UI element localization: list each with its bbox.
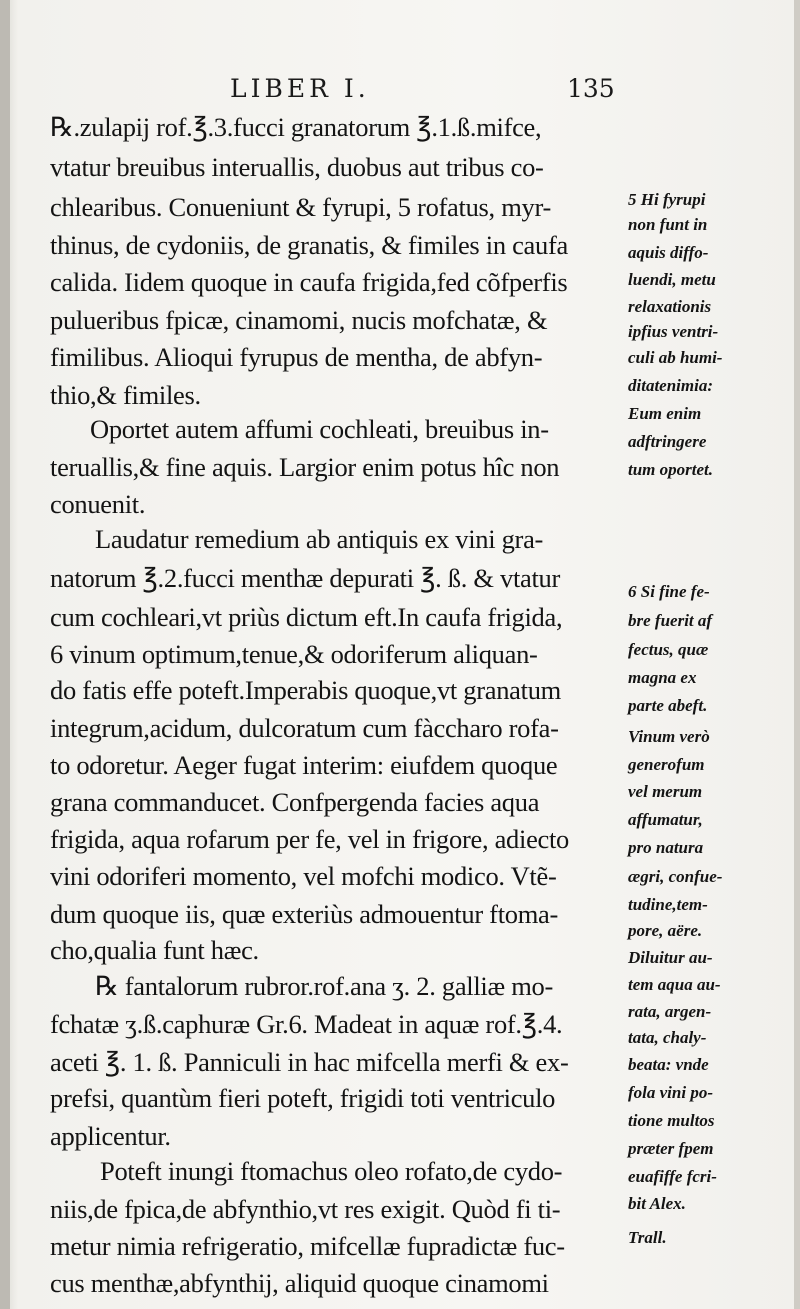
body-line: ℞ fantalorum rubror.rof.ana ʒ. 2. galliæ mo- <box>95 971 553 1001</box>
margin-note-line: præter fpem <box>628 1139 714 1158</box>
body-line: fimilibus. Alioqui fyrupus de mentha, de abfyn- <box>50 342 543 372</box>
margin-note-line: vel merum <box>628 782 703 801</box>
body-line: 6 vinum optimum,tenue,& odoriferum aliquan- <box>50 639 538 669</box>
margin-note-line: euafiffe fcri- <box>628 1167 717 1186</box>
margin-note-line: Diluitur au- <box>628 948 713 967</box>
body-line: vini odoriferi momento, vel mofchi modico. Vtẽ- <box>50 861 557 891</box>
margin-note-line: 5 Hi fyrupi <box>628 190 706 209</box>
margin-note-line: rata, argen- <box>628 1002 712 1021</box>
margin-note-line: bit Alex. <box>628 1194 686 1213</box>
body-line: chlearibus. Conueniunt & fyrupi, 5 rofatus, myr- <box>50 192 551 222</box>
body-line: fchatæ ʒ.ß.caphuræ Gr.6. Madeat in aquæ rof.℥.4. <box>50 1009 563 1039</box>
running-title: LIBER I. <box>230 74 370 103</box>
body-line: ℞.zulapij rof.℥.3.fucci granatorum ℥.1.ß.mifce, <box>50 112 542 142</box>
body-line: prefsi, quantùm fieri poteft, frigidi toti ventriculo <box>50 1083 556 1113</box>
body-line: to odoretur. Aeger fugat interim: eiufdem quoque <box>50 750 558 780</box>
margin-note-line: pro natura <box>628 838 704 857</box>
page-header <box>0 70 800 110</box>
margin-note-line: adftringere <box>628 432 707 451</box>
margin-note-line: fectus, quæ <box>628 640 709 659</box>
page-edge <box>794 0 800 1309</box>
body-line: conuenit. <box>50 489 146 519</box>
margin-note-line: 6 Si fine fe- <box>628 582 710 601</box>
margin-note-line: bre fuerit af <box>628 611 713 630</box>
margin-note-line: beata: vnde <box>628 1055 709 1074</box>
body-line: frigida, aqua rofarum per fe, vel in frigore, adiecto <box>50 824 570 854</box>
margin-note-line: ipfius ventri- <box>628 322 719 341</box>
page-number: 135 <box>567 74 615 103</box>
margin-note-line: generofum <box>628 755 705 774</box>
body-line: applicentur. <box>50 1121 171 1151</box>
body-line: cus menthæ,abfynthij, aliquid quoque cinamomi <box>50 1268 549 1298</box>
body-line: thio,& fimiles. <box>50 380 201 410</box>
margin-note-line: tudine,tem- <box>628 895 708 914</box>
body-line: calida. Iidem quoque in caufa frigida,fed cõfperfis <box>50 267 568 297</box>
body-line: metur nimia refrigeratio, mifcellæ fupradictæ fuc- <box>50 1231 565 1261</box>
body-line: cho,qualia funt hæc. <box>50 935 259 965</box>
body-line: vtatur breuibus interuallis, duobus aut tribus co- <box>50 152 544 182</box>
margin-note-line: non funt in <box>628 215 708 234</box>
margin-note-line: ditatenimia: <box>628 376 713 395</box>
margin-note-line: Eum enim <box>628 404 702 423</box>
body-line: pulueribus fpicæ, cinamomi, nucis mofchatæ, & <box>50 305 548 335</box>
body-line: Laudatur remedium ab antiquis ex vini gra- <box>95 524 544 554</box>
margin-note-line: Vinum verò <box>628 727 710 746</box>
margin-note-line: affumatur, <box>628 810 703 829</box>
body-line: thinus, de cydoniis, de granatis, & fimiles in caufa <box>50 230 568 260</box>
margin-note-line: tata, chaly- <box>628 1028 707 1047</box>
margin-note-line: fola vini po- <box>628 1083 713 1102</box>
margin-note-line: culi ab humi- <box>628 348 723 367</box>
margin-note-line: parte abeft. <box>628 696 708 715</box>
margin-note-line: ægri, confue- <box>628 867 723 886</box>
margin-note-line: luendi, metu <box>628 270 716 289</box>
margin-note-line: magna ex <box>628 668 697 687</box>
body-line: Poteft inungi ftomachus oleo rofato,de cydo- <box>100 1156 563 1186</box>
body-line: natorum ℥.2.fucci menthæ depurati ℥. ß. & vtatur <box>50 563 561 593</box>
body-line: Oportet autem affumi cochleati, breuibus in- <box>90 414 549 444</box>
body-line: teruallis,& fine aquis. Largior enim potus hîc non <box>50 452 560 482</box>
margin-note-line: aquis diffo- <box>628 243 709 262</box>
body-line: do fatis effe poteft.Imperabis quoque,vt granatum <box>50 675 561 705</box>
body-line: grana commanducet. Confpergenda facies aqua <box>50 787 540 817</box>
body-line: aceti ℥. 1. ß. Panniculi in hac mifcella merfi & ex- <box>50 1047 569 1077</box>
margin-note-line: tione multos <box>628 1111 715 1130</box>
body-line: niis,de fpica,de abfynthio,vt res exigit. Quòd fi ti- <box>50 1194 561 1224</box>
body-line: dum quoque iis, quæ exteriùs admouentur ftoma- <box>50 899 559 929</box>
margin-note-line: relaxationis <box>628 297 712 316</box>
page-gutter-shadow <box>0 0 10 1309</box>
body-line: cum cochleari,vt priùs dictum eft.In caufa frigida, <box>50 602 563 632</box>
margin-note-line: tum oportet. <box>628 460 714 479</box>
body-line: integrum,acidum, dulcoratum cum fàccharo rofa- <box>50 713 559 743</box>
margin-note-line: pore, aëre. <box>628 921 703 940</box>
margin-note-line: tem aqua au- <box>628 975 721 994</box>
margin-note-line: Trall. <box>628 1228 667 1247</box>
